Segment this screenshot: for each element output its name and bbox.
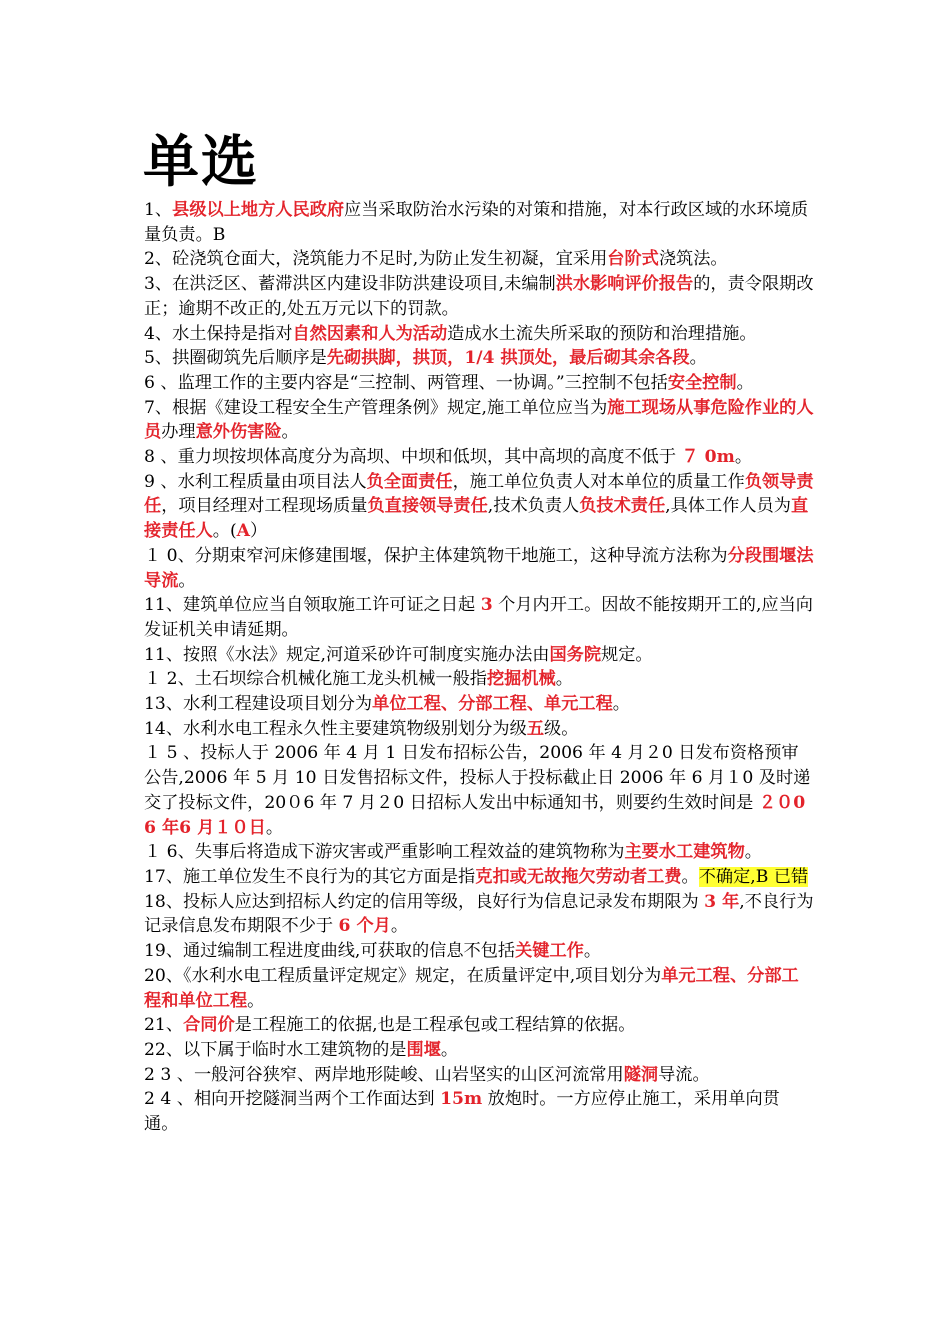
question-text: 11、按照《水法》规定,河道采砂许可制度实施办法由 xyxy=(144,644,550,665)
question-text: 。 xyxy=(681,866,699,887)
question-item xyxy=(144,692,814,717)
answer-highlight: 合同价 xyxy=(183,1015,235,1036)
question-text: 14、水利水电工程永久性主要建筑物级别划分为级 xyxy=(144,718,527,739)
question-text: １ 0、分期束窄河床修建围堰，保护主体建筑物干地施工，这种导流方法称为 xyxy=(144,545,728,566)
question-text: 。 xyxy=(734,447,753,468)
answer-highlight: ２０06 年6 月１０日 xyxy=(144,792,806,838)
answer-highlight: 意外伤害险 xyxy=(195,422,282,443)
question-text: 办理 xyxy=(161,422,196,443)
question-text: 3、在洪泛区、蓄滞洪区内建设非防洪建设项目,未编制 xyxy=(144,274,556,295)
answer-highlight: 先砌拱脚，拱顶，1/4 拱顶处，最后砌其余各段 xyxy=(326,348,690,369)
answer-highlight: 施工现场从事危险作业的人员 xyxy=(144,397,814,443)
answer-highlight: 隧洞 xyxy=(623,1064,659,1085)
question-item xyxy=(144,865,814,890)
question-item xyxy=(144,741,814,840)
question-text: 。 xyxy=(689,348,707,369)
question-text: 11、建筑单位应当自领取施工许可证之日起 xyxy=(144,595,481,616)
question-text: 。 xyxy=(555,669,573,690)
question-item xyxy=(144,890,814,939)
question-text: 2、砼浇筑仓面大，浇筑能力不足时,为防止发生初凝，宜采用 xyxy=(144,249,608,270)
answer-highlight: 县级以上地方人民政府 xyxy=(172,200,345,220)
question-text: 。 xyxy=(744,842,762,863)
page-title: 单选 xyxy=(143,130,259,195)
question-item xyxy=(144,717,814,742)
answer-highlight: 单位工程、分部工程、单元工程 xyxy=(372,694,613,715)
question-text: 22、以下属于临时水工建筑物的是 xyxy=(144,1039,407,1060)
answer-highlight: 国务院 xyxy=(549,644,602,665)
question-text: 。 xyxy=(178,570,196,591)
question-text: １ 6、失事后将造成下游灾害或严重影响工程效益的建筑物称为 xyxy=(144,842,625,863)
question-item xyxy=(144,247,814,272)
question-text: 的，责令限期改正；逾期不改正的,处五万元以下的罚款。 xyxy=(144,274,814,319)
question-text: 。 xyxy=(440,1039,459,1060)
question-text: ，施工单位负责人对本单位的质量工作 xyxy=(452,471,745,492)
answer-highlight: 直接责任人 xyxy=(144,496,809,542)
answer-highlight: 单元工程、分部工程和单位工程 xyxy=(144,965,799,1011)
question-text: １ 5 、投标人于 2006 年 4 月 1 日发布招标公告，2006 年 4 月２0 日发布资格预审公告,2006 年 5 月 10 日发售招标文件，投标人于投标截止日 2006 年 6 月１0 及时递交了投标文件，20０6 年 7 月２0 日招标人发出中标通知书，则要约生效时间是 xyxy=(144,743,811,813)
question-text: 造成水土流失所采取的预防和治理措施。 xyxy=(447,323,757,344)
question-list xyxy=(144,198,814,1137)
answer-highlight: 15m xyxy=(440,1089,483,1110)
answer-highlight: 克扣或无故拖欠劳动者工费 xyxy=(475,866,682,887)
answer-highlight: 自然因素和人为活动 xyxy=(292,323,448,344)
question-text: 5、拱圈砌筑先后顺序是 xyxy=(144,348,327,369)
question-text: 7、根据《建设工程安全生产管理条例》规定,施工单位应当为 xyxy=(144,397,608,418)
answer-highlight: 负技术责任 xyxy=(579,496,666,517)
question-text: 是工程施工的依据,也是工程承包或工程结算的依据。 xyxy=(234,1015,636,1036)
question-item xyxy=(144,643,814,668)
question-text: 20、《水利水电工程质量评定规定》规定，在质量评定中,项目划分为 xyxy=(144,965,662,986)
answer-highlight: ７ 0m xyxy=(681,447,735,468)
answer-highlight: 负全面责任 xyxy=(366,471,453,492)
question-text: 17、施工单位发生不良行为的其它方面是指 xyxy=(144,866,476,887)
question-text: 。 xyxy=(612,694,630,715)
answer-highlight: 3 xyxy=(480,595,493,616)
question-text: ,不良行为记录信息发布期限不少于 xyxy=(144,891,814,937)
answer-highlight: 关键工作 xyxy=(515,941,584,962)
question-item xyxy=(144,939,814,964)
question-text: 。( xyxy=(212,521,237,542)
question-item xyxy=(144,667,814,692)
question-text: 13、水利工程建设项目划分为 xyxy=(144,694,373,715)
question-text: ,具体工作人员为 xyxy=(665,496,791,517)
question-text: 2 4 、相向开挖隧洞当两个工作面达到 xyxy=(144,1089,441,1110)
question-text: １ 2、土石坝综合机械化施工龙头机械一般指 xyxy=(144,669,487,690)
answer-highlight: 安全控制 xyxy=(667,372,737,393)
answer-highlight: A xyxy=(236,521,251,542)
answer-highlight: 五 xyxy=(526,718,545,739)
question-item xyxy=(144,964,814,1013)
question-item xyxy=(144,1063,814,1088)
answer-highlight: 主要水工建筑物 xyxy=(624,842,745,863)
question-text: 浇筑法。 xyxy=(658,249,728,270)
question-text: ） xyxy=(250,521,268,542)
question-text: 2 3 、一般河谷狭窄、两岸地形陡峻、山岩坚实的山区河流常用 xyxy=(144,1064,624,1085)
question-text: ，项目经理对工程现场质量 xyxy=(161,496,368,517)
question-item xyxy=(144,396,814,445)
question-text: 。 xyxy=(265,817,284,838)
question-item xyxy=(144,470,814,544)
answer-highlight: 台阶式 xyxy=(607,249,659,270)
question-text: 6 、监理工作的主要内容是“三控制、两管理、一协调。”三控制不包括 xyxy=(144,372,668,393)
answer-highlight: 挖掘机械 xyxy=(486,669,556,690)
answer-highlight: 负领导责任 xyxy=(144,471,814,517)
question-text: 应当采取防治水污染的对策和措施，对本行政区域的水环境质量负责。B xyxy=(144,200,809,245)
question-item xyxy=(144,1038,814,1063)
question-text: 4、水土保持是指对 xyxy=(144,323,293,344)
question-text: 。 xyxy=(583,941,602,962)
answer-highlight: 3 年 xyxy=(704,891,740,912)
answer-highlight: 洪水影响评价报告 xyxy=(555,274,694,295)
question-text: 导流。 xyxy=(658,1064,710,1085)
question-text: 8 、重力坝按坝体高度分为高坝、中坝和低坝，其中高坝的高度不低于 xyxy=(144,447,682,468)
question-text: 。 xyxy=(736,372,754,393)
question-text: 。 xyxy=(247,990,265,1011)
question-item xyxy=(144,840,814,865)
note-highlight: 不确定,B 已错 xyxy=(698,866,809,887)
question-text: 19、通过编制工程进度曲线,可获取的信息不包括 xyxy=(144,941,516,962)
question-text: 规定。 xyxy=(601,644,653,665)
question-text: 21、 xyxy=(144,1015,184,1036)
question-item xyxy=(144,544,814,593)
question-item xyxy=(144,371,814,396)
question-item xyxy=(144,322,814,347)
question-text: 9 、水利工程质量由项目法人 xyxy=(144,471,367,492)
question-item xyxy=(144,272,814,321)
question-item xyxy=(144,593,814,642)
answer-highlight: 围堰 xyxy=(406,1039,441,1060)
question-item xyxy=(144,198,814,247)
answer-highlight: 负直接领导责任 xyxy=(367,496,488,517)
answer-highlight: 6 个月 xyxy=(338,916,391,937)
question-text: 级。 xyxy=(544,718,579,739)
question-text: ,技术负责人 xyxy=(487,496,580,517)
question-item xyxy=(144,346,814,371)
question-text: 。 xyxy=(390,916,409,937)
question-item xyxy=(144,445,814,470)
question-text: 。 xyxy=(281,422,299,443)
question-text: 1、 xyxy=(144,200,173,220)
question-text: 个月内开工。因故不能按期开工的,应当向发证机关申请延期。 xyxy=(144,595,813,640)
question-text: 放炮时。一方应停止施工，采用单向贯通。 xyxy=(144,1089,780,1135)
answer-highlight: 分段围堰法导流 xyxy=(144,545,814,591)
question-item xyxy=(144,1087,814,1136)
question-item xyxy=(144,1013,814,1038)
question-text: 18、投标人应达到招标人约定的信用等级，良好行为信息记录发布期限为 xyxy=(144,891,705,912)
